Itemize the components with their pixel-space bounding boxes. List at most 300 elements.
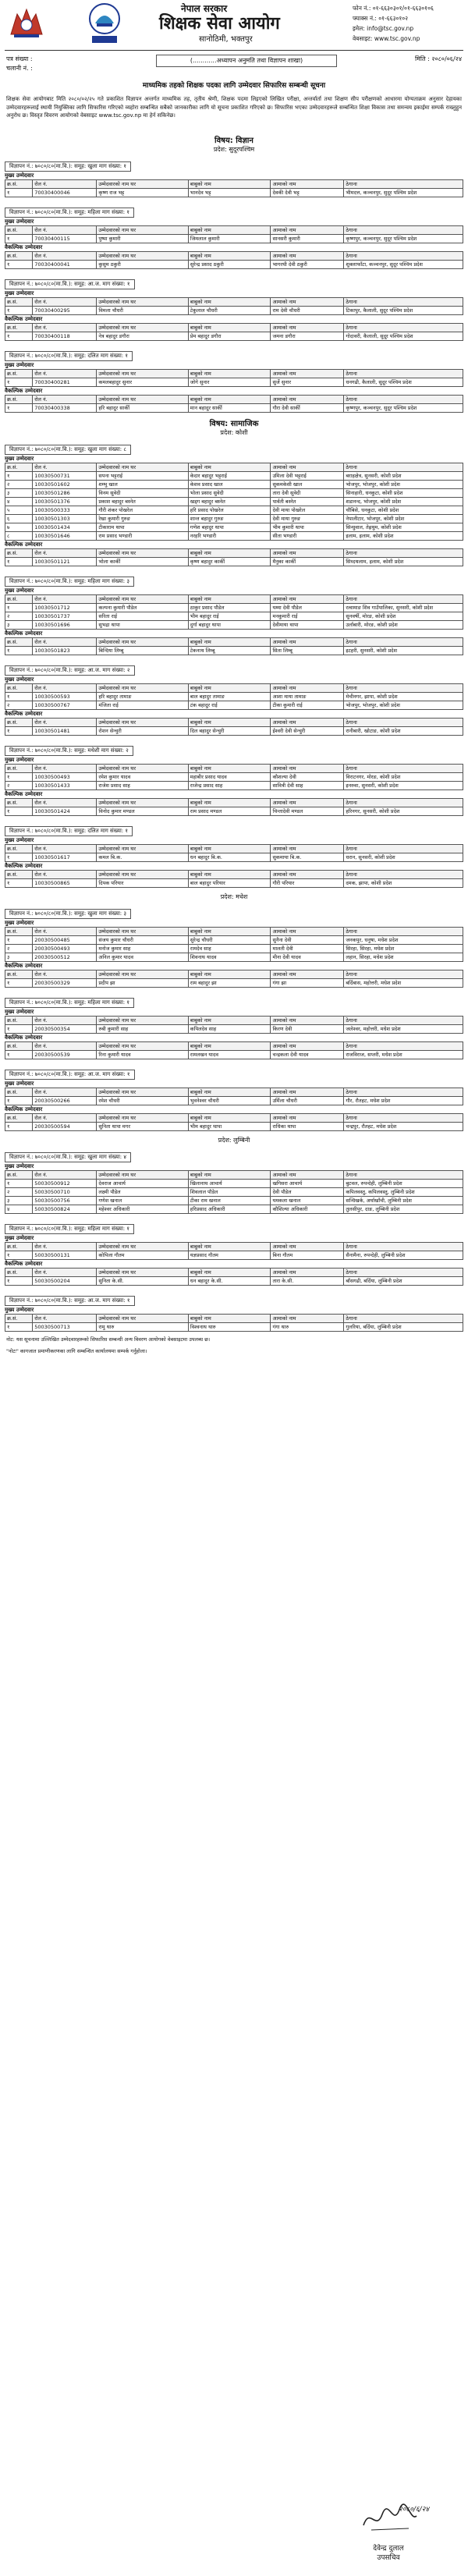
table-cell: यज्ञप्रसाद गौतम <box>188 1251 271 1260</box>
table-row <box>5 647 463 655</box>
alternate-candidates-table <box>5 323 463 341</box>
table-header-row <box>5 1042 463 1051</box>
column-header: बाबुको नाम <box>188 324 271 332</box>
column-header: आमाको नाम <box>271 970 344 979</box>
column-header: रोल नं. <box>33 324 97 332</box>
table-header-row <box>5 463 463 472</box>
fax-line: फ्याक्स नं.: ०१-६६३०१०२ <box>353 15 409 22</box>
table-cell: सुकमाया बि.क. <box>271 853 344 862</box>
subject-block <box>0 417 468 888</box>
table-cell: २ <box>5 782 33 790</box>
column-header: क्र.सं. <box>5 638 33 647</box>
advertisement-number: विज्ञापन नं.: ७०८०/८०(मा.वि.): समूह: महिला माग संख्या: ३ <box>5 577 134 587</box>
table-cell: कृष्ण बहादुर कार्की <box>188 558 271 566</box>
table-cell: कमल बि.क. <box>97 853 188 862</box>
column-header: आमाको नाम <box>271 1042 344 1051</box>
table-cell: मैनुका कार्की <box>271 558 344 566</box>
column-header: बाबुको नाम <box>188 638 271 647</box>
column-header: ठेगाना <box>344 324 463 332</box>
column-header: रोल नं. <box>33 765 97 773</box>
column-header: क्र.सं. <box>5 1114 33 1123</box>
column-header: क्र.सं. <box>5 1042 33 1051</box>
table-cell: प्रेम बहादुर डगौरा <box>188 332 271 341</box>
column-header: उम्मेदवारको नाम थर <box>97 549 188 558</box>
table-header-row <box>5 180 463 189</box>
main-candidates-label: मुख्य उम्मेदवार <box>5 757 34 763</box>
signature-block <box>0 2493 468 2571</box>
column-header: आमाको नाम <box>271 1268 344 1277</box>
table-header-row <box>5 324 463 332</box>
table-row <box>5 693 463 701</box>
table-cell: सिध्दथलाम, इलाम, कोशी प्रदेश <box>344 558 463 566</box>
column-header: रोल नं. <box>33 396 97 404</box>
table-cell: गोदावरी, कैलाली, सुदूर पश्चिम प्रदेश <box>344 332 463 341</box>
column-header: क्र.सं. <box>5 719 33 727</box>
table-cell: सुनवर्षी, मोरङ, कोशी प्रदेश <box>344 612 463 621</box>
main-candidates-table <box>5 463 463 541</box>
table-cell: टीकाराम थापा <box>97 523 188 532</box>
column-header: उम्मेदवारको नाम थर <box>97 595 188 604</box>
table-cell: 20030500493 <box>33 945 97 953</box>
column-header: क्र.सं. <box>5 871 33 879</box>
column-header: ठेगाना <box>344 638 463 647</box>
table-cell: 10030500593 <box>33 693 97 701</box>
table-cell: आशा माया तामाङ <box>271 693 344 701</box>
column-header: उम्मेदवारको नाम थर <box>97 765 188 773</box>
column-header: क्र.सं. <box>5 970 33 979</box>
alternate-candidates-label: वैकल्पिक उम्मेदवार <box>5 1034 43 1041</box>
table-cell: सपना भट्टराई <box>97 472 188 481</box>
table-cell: धरान, सुनसरी, कोशी प्रदेश <box>344 853 463 862</box>
table-row <box>5 1197 463 1205</box>
subject-block <box>0 134 468 413</box>
table-cell: गंगा थारु <box>271 1323 344 1332</box>
table-cell: मेचीनगर, झापा, कोशी प्रदेश <box>344 693 463 701</box>
table-row <box>5 1188 463 1197</box>
table-cell: 10030500493 <box>33 773 97 782</box>
column-header: उम्मेदवारको नाम थर <box>97 928 188 936</box>
table-cell: १ <box>5 404 33 413</box>
table-row <box>5 612 463 621</box>
column-header: क्र.सं. <box>5 1171 33 1180</box>
table-cell: सिरहा, सिरहा, मधेश प्रदेश <box>344 945 463 953</box>
notice-title: माध्यमिक तहको शिक्षक पदका लागि उम्मेदवार सिफारिस सम्बन्धी सूचना <box>142 82 326 90</box>
table-cell: इटहरी, सुनसरी, कोशी प्रदेश <box>344 647 463 655</box>
table-cell: रमेश चौधरी <box>97 1097 188 1105</box>
alternate-candidates-label: वैकल्पिक उम्मेदवार <box>5 388 43 394</box>
column-header: आमाको नाम <box>271 928 344 936</box>
table-cell: देवी पौडेल <box>271 1188 344 1197</box>
column-header: बाबुको नाम <box>188 549 271 558</box>
column-header: क्र.सं. <box>5 370 33 378</box>
table-cell: 70030400118 <box>33 332 97 341</box>
column-header: क्र.सं. <box>5 595 33 604</box>
column-header: उम्मेदवारको नाम थर <box>97 1114 188 1123</box>
table-header-row <box>5 549 463 558</box>
table-cell: चन्द्रकला देवी यादव <box>271 1051 344 1059</box>
website-line: वेबसाइट: www.tsc.gov.np <box>353 35 420 42</box>
main-candidates-table <box>5 1242 463 1260</box>
column-header: बाबुको नाम <box>188 298 271 307</box>
column-header: ठेगाना <box>344 1268 463 1277</box>
table-cell: गंगा झा <box>271 979 344 988</box>
signatory-role: उपसचिव <box>377 2554 400 2562</box>
alternate-candidates-table <box>5 1113 463 1131</box>
table-row <box>5 489 463 498</box>
table-cell: २ <box>5 1188 33 1197</box>
main-candidates-label: मुख्य उम्मेदवार <box>5 837 34 843</box>
table-cell: 20030500485 <box>33 936 97 945</box>
column-header: ठेगाना <box>344 370 463 378</box>
table-cell: कपिलवस्तु, कपिलवस्तु, लुम्बिनी प्रदेश <box>344 1188 463 1197</box>
main-candidates-table <box>5 683 463 710</box>
column-header: उम्मेदवारको नाम थर <box>97 396 188 404</box>
table-row <box>5 879 463 888</box>
table-row <box>5 621 463 630</box>
note-1: नोट: यस सूचनामा उल्लिखित उम्मेदवारहरूको सिफारिस सम्बन्धी अन्य विवरण आयोगको वेबसाइटमा उपलब्ध छ। <box>6 1336 211 1343</box>
column-header: क्र.सं. <box>5 845 33 853</box>
province-title: प्रदेश: लुम्बिनी <box>218 1137 250 1144</box>
table-cell: बाँसगढी, बर्दिया, लुम्बिनी प्रदेश <box>344 1277 463 1286</box>
column-header: आमाको नाम <box>271 845 344 853</box>
table-cell: १ <box>5 1323 33 1332</box>
column-header: ठेगाना <box>344 871 463 879</box>
table-cell: कमलबहादुर सुनार <box>97 378 188 387</box>
table-cell: ठाकुर प्रसाद पौडेल <box>188 604 271 612</box>
table-header-row <box>5 765 463 773</box>
table-cell: नेत्र बहादुर डगौरा <box>97 332 188 341</box>
main-candidates-label: मुख्य उम्मेदवार <box>5 218 34 225</box>
table-cell: जनकपुर, धनुषा, मधेश प्रदेश <box>344 936 463 945</box>
table-row <box>5 1180 463 1188</box>
advertisement-number: विज्ञापन नं.: ७०८०/८०(मा.वि.): समूह: महिला माग संख्या: १ <box>5 1224 134 1234</box>
advertisement-number: विज्ञापन नं.: ७०८०/८०(मा.वि.): समूह: महिला माग संख्या: १ <box>5 208 134 218</box>
table-cell: राजेन्द्र प्रसाद साह <box>188 782 271 790</box>
column-header: क्र.सं. <box>5 1243 33 1251</box>
table-cell: कुसुम ठकुरी <box>97 261 188 269</box>
column-header: उम्मेदवारको नाम थर <box>97 226 188 235</box>
table-cell: टीका कुमारी राई <box>271 701 344 710</box>
column-header: क्र.सं. <box>5 799 33 807</box>
column-header: उम्मेदवारको नाम थर <box>97 463 188 472</box>
table-cell: प्रकाश बहादुर बस्नेत <box>97 498 188 506</box>
alternate-candidates-table <box>5 637 463 655</box>
table-cell: कौशल्या देवी <box>271 773 344 782</box>
table-cell: बाल बहादुर परियार <box>188 879 271 888</box>
table-cell: सुर्जे सुनार <box>271 378 344 387</box>
table-cell: भोजपुर, भोजपुर, कोशी प्रदेश <box>344 481 463 489</box>
table-cell: रुबी कुमारी साह <box>97 1025 188 1034</box>
advertisement-number: विज्ञापन नं.: ७०८०/८०(मा.वि.): समूह: आ.ज. माग संख्या: १ <box>5 1070 135 1080</box>
column-header: क्र.सं. <box>5 549 33 558</box>
table-row <box>5 1025 463 1034</box>
table-cell: 10030501481 <box>33 727 97 736</box>
table-cell: १ <box>5 647 33 655</box>
main-candidates-label: मुख्य उम्मेदवार <box>5 1163 34 1169</box>
column-header: रोल नं. <box>33 799 97 807</box>
table-cell: जिमलाल कुमारी <box>188 235 271 243</box>
table-cell: मनकुमारी राई <box>271 612 344 621</box>
table-cell: मालती देवी <box>271 945 344 953</box>
column-header: बाबुको नाम <box>188 765 271 773</box>
table-cell: १ <box>5 936 33 945</box>
column-header: रोल नं. <box>33 1017 97 1025</box>
table-cell: भोला कार्की <box>97 558 188 566</box>
column-header: आमाको नाम <box>271 549 344 558</box>
table-cell: सानसरी कुमारी <box>271 235 344 243</box>
table-cell: 70030400295 <box>33 307 97 315</box>
column-header: ठेगाना <box>344 928 463 936</box>
table-cell: सुकमकेसी खाल <box>271 481 344 489</box>
table-cell: 10030501617 <box>33 853 97 862</box>
alternate-candidates-label: वैकल्पिक उम्मेदवार <box>5 791 43 797</box>
table-cell: १ <box>5 472 33 481</box>
table-row <box>5 481 463 489</box>
table-cell: तारा के.सी. <box>271 1277 344 1286</box>
table-cell: टीका राम खनाल <box>188 1197 271 1205</box>
table-cell: 50030500131 <box>33 1251 97 1260</box>
column-header: रोल नं. <box>33 1315 97 1323</box>
table-cell: विनोद कुमार मण्डल <box>97 807 188 816</box>
main-candidates-table <box>5 1314 463 1332</box>
column-header: ठेगाना <box>344 298 463 307</box>
table-cell: 20030500329 <box>33 979 97 988</box>
column-header: ठेगाना <box>344 180 463 189</box>
column-header: रोल नं. <box>33 463 97 472</box>
column-header: रोल नं. <box>33 226 97 235</box>
column-header: रोल नं. <box>33 845 97 853</box>
column-header: बाबुको नाम <box>188 463 271 472</box>
table-cell: कृष्णपुर, कञ्चनपुर, सुदूर पश्चिम प्रदेश <box>344 404 463 413</box>
alternate-candidates-table <box>5 1041 463 1059</box>
advertisement-number: विज्ञापन नं.: ७०८०/८०(मा.वि.): समूह: महिला माग संख्या: १ <box>5 998 134 1008</box>
table-cell: १ <box>5 773 33 782</box>
table-cell: नरहरि भण्डारी <box>188 532 271 541</box>
table-cell: यमकला खनाल <box>271 1197 344 1205</box>
main-candidates-label: मुख्य उम्मेदवार <box>5 587 34 594</box>
signatory-name: देवेन्द्र दुलाल <box>373 2545 404 2553</box>
column-header: बाबुको नाम <box>188 226 271 235</box>
table-cell: शम्भु खाल <box>97 481 188 489</box>
column-header: उम्मेदवारको नाम थर <box>97 1088 188 1097</box>
alternate-candidates-table <box>5 1268 463 1286</box>
email-line: इमेल: info@tsc.gov.np <box>353 25 414 32</box>
table-cell: पार्वती बस्नेत <box>271 498 344 506</box>
column-header: क्र.सं. <box>5 1017 33 1025</box>
table-cell: लक्ष्मी पौडेल <box>97 1188 188 1197</box>
table-cell: हरिप्रसाद अधिकारी <box>188 1205 271 1214</box>
column-header: आमाको नाम <box>271 1171 344 1180</box>
table-row <box>5 1205 463 1214</box>
table-cell: उर्मिला चौधरी <box>271 1097 344 1105</box>
table-header-row <box>5 845 463 853</box>
main-candidates-label: मुख्य उम्मेदवार <box>5 172 34 179</box>
column-header: क्र.सं. <box>5 1268 33 1277</box>
table-row <box>5 378 463 387</box>
column-header: रोल नं. <box>33 719 97 727</box>
column-header: क्र.सं. <box>5 396 33 404</box>
dispatch-number: चलानी नं. : <box>6 65 33 72</box>
table-cell: ३ <box>5 953 33 962</box>
table-cell: हरि बहादुर तामाङ <box>97 693 188 701</box>
table-header-row <box>5 226 463 235</box>
main-candidates-table <box>5 297 463 315</box>
table-cell: कल्पना कुमारी पौडेल <box>97 604 188 612</box>
column-header: बाबुको नाम <box>188 1042 271 1051</box>
column-header: रोल नं. <box>33 970 97 979</box>
column-header: आमाको नाम <box>271 595 344 604</box>
column-header: बाबुको नाम <box>188 1017 271 1025</box>
table-row <box>5 782 463 790</box>
table-cell: राम प्रसाद मण्डल <box>188 807 271 816</box>
table-row <box>5 1123 463 1131</box>
table-row <box>5 307 463 315</box>
table-cell: धन बहादुर के.सी. <box>188 1277 271 1286</box>
table-row <box>5 979 463 988</box>
advertisement-number: विज्ञापन नं.: ७०८०/८०(मा.वि.): समूह: आ.ज. माग संख्या: २ <box>5 665 135 676</box>
column-header: आमाको नाम <box>271 252 344 261</box>
table-cell: १ <box>5 1097 33 1105</box>
column-header: ठेगाना <box>344 1017 463 1025</box>
table-cell: हरि प्रसाद पोखरेल <box>188 506 271 515</box>
column-header: बाबुको नाम <box>188 684 271 693</box>
column-header: आमाको नाम <box>271 684 344 693</box>
table-cell: 70030400115 <box>33 235 97 243</box>
main-candidates-label: मुख्य उम्मेदवार <box>5 1009 34 1015</box>
table-row <box>5 773 463 782</box>
table-cell: सन्धिखर्क, अर्घाखाँची, लुम्बिनी प्रदेश <box>344 1197 463 1205</box>
column-header: बाबुको नाम <box>188 871 271 879</box>
alternate-candidates-table <box>5 395 463 413</box>
table-cell: शुक्लाफाँटा, कञ्चनपुर, सुदूर पश्चिम प्रदेश <box>344 261 463 269</box>
table-cell: विश्वनाथ थारु <box>188 1323 271 1332</box>
table-cell: विनम सुवेदी <box>97 489 188 498</box>
table-cell: कोपिला गौतम <box>97 1251 188 1260</box>
table-cell: १ <box>5 1025 33 1034</box>
advertisement-section <box>5 439 463 566</box>
column-header: ठेगाना <box>344 1171 463 1180</box>
column-header: उम्मेदवारको नाम थर <box>97 370 188 378</box>
table-row <box>5 1251 463 1260</box>
table-cell: 70030400281 <box>33 378 97 387</box>
table-cell: सुरेन्द्र चौधरी <box>188 936 271 945</box>
table-cell: टेकनाथ लिम्बू <box>188 647 271 655</box>
column-header: ठेगाना <box>344 595 463 604</box>
advertisement-number: विज्ञापन नं.: ७०८०/८०(मा.वि.): समूह: आ.ज. माग संख्या: १ <box>5 1296 135 1306</box>
table-cell: १ <box>5 261 33 269</box>
table-row <box>5 936 463 945</box>
advertisement-section <box>5 992 463 1059</box>
column-header: आमाको नाम <box>271 1017 344 1025</box>
tsc-logo-icon <box>86 2 123 44</box>
table-cell: मीना देवी यादव <box>271 953 344 962</box>
column-header: बाबुको नाम <box>188 252 271 261</box>
column-header: उम्मेदवारको नाम थर <box>97 1268 188 1277</box>
table-row <box>5 727 463 736</box>
table-header-row <box>5 970 463 979</box>
table-header-row <box>5 370 463 378</box>
table-cell: देवकी देवी भट्ट <box>271 189 344 197</box>
column-header: आमाको नाम <box>271 324 344 332</box>
main-candidates-label: मुख्य उम्मेदवार <box>5 1080 34 1087</box>
column-header: बाबुको नाम <box>188 1114 271 1123</box>
table-cell: २ <box>5 612 33 621</box>
table-cell: लहान, सिरहा, मधेश प्रदेश <box>344 953 463 962</box>
table-cell: १ <box>5 1123 33 1131</box>
table-cell: टेकुलाल चौधरी <box>188 307 271 315</box>
subject-title: विषय: सामाजिक <box>209 420 259 428</box>
subject-block <box>0 892 468 1131</box>
table-cell: उमिला देवी भट्टराई <box>271 472 344 481</box>
table-cell: १ <box>5 378 33 387</box>
table-row <box>5 498 463 506</box>
table-cell: सैनामैना, रुपन्देही, लुम्बिनी प्रदेश <box>344 1251 463 1260</box>
column-header: आमाको नाम <box>271 226 344 235</box>
contact-block <box>353 3 462 44</box>
column-header: क्र.सं. <box>5 1315 33 1323</box>
table-cell: चौबिसे, धनकुटा, कोशी प्रदेश <box>344 506 463 515</box>
table-cell: जोगे सुनार <box>188 378 271 387</box>
table-header-row <box>5 1017 463 1025</box>
table-cell: 50030500204 <box>33 1277 97 1286</box>
column-header: आमाको नाम <box>271 1315 344 1323</box>
table-cell: गुलरिया, बर्दिया, लुम्बिनी प्रदेश <box>344 1323 463 1332</box>
table-cell: ३ <box>5 621 33 630</box>
advertisement-section <box>5 202 463 269</box>
table-cell: विराटनगर, मोरङ, कोशी प्रदेश <box>344 773 463 782</box>
column-header: क्र.सं. <box>5 928 33 936</box>
table-cell: तुलसीपुर, दाङ, लुम्बिनी प्रदेश <box>344 1205 463 1214</box>
table-header-row <box>5 1243 463 1251</box>
column-header: ठेगाना <box>344 1315 463 1323</box>
table-cell: किरण देवी <box>271 1025 344 1034</box>
table-cell: १ <box>5 307 33 315</box>
table-cell: देवी माया गुरुङ <box>271 515 344 523</box>
main-candidates-table <box>5 594 463 630</box>
table-cell: 50030500756 <box>33 1197 97 1205</box>
advertisement-number: विज्ञापन नं.: ७०८०/८०(मा.वि.): समूह: खुला माग संख्या: ८ <box>5 445 131 455</box>
table-cell: रत्वामाङ शिव गाउँपालिका, सुनसरी, कोशी प्रदेश <box>344 604 463 612</box>
table-cell: पुष्पा कुमारी <box>97 235 188 243</box>
table-cell: १ <box>5 979 33 988</box>
table-row <box>5 558 463 566</box>
table-cell: इनरुवा, सुनसरी, कोशी प्रदेश <box>344 782 463 790</box>
advertisement-number: विज्ञापन नं.: ७०८०/८०(मा.वि.): समूह: मधेशी माग संख्या: २ <box>5 746 133 756</box>
column-header: आमाको नाम <box>271 1243 344 1251</box>
table-cell: विमला चौधरी <box>97 307 188 315</box>
table-cell: १ <box>5 879 33 888</box>
table-cell: राजविराज, सप्तरी, मधेश प्रदेश <box>344 1051 463 1059</box>
alternate-candidates-label: वैकल्पिक उम्मेदवार <box>5 541 43 548</box>
table-cell: 10030501121 <box>33 558 97 566</box>
table-cell: बाल बहादुर तामाङ <box>188 693 271 701</box>
table-header-row <box>5 1171 463 1180</box>
table-cell: 20030500512 <box>33 953 97 962</box>
table-row <box>5 506 463 515</box>
table-cell: हरिनगर, सुनसरी, कोशी प्रदेश <box>344 807 463 816</box>
advertisement-number: विज्ञापन नं.: ७०८०/८०(मा.वि.): समूह: खुला माग संख्या: १ <box>5 161 131 172</box>
table-cell: बिना गौतम <box>271 1251 344 1260</box>
table-cell: 50030500710 <box>33 1188 97 1197</box>
table-cell: ८ <box>5 532 33 541</box>
table-cell: गौरी परियार <box>271 879 344 888</box>
advertisement-number: विज्ञापन नं.: ७०८०/८०(मा.वि.): समूह: आ.ज. माग संख्या: १ <box>5 279 135 289</box>
advertisement-section <box>5 156 463 197</box>
table-header-row <box>5 595 463 604</box>
column-header: रोल नं. <box>33 638 97 647</box>
column-header: उम्मेदवारको नाम थर <box>97 719 188 727</box>
main-candidates-table <box>5 764 463 790</box>
